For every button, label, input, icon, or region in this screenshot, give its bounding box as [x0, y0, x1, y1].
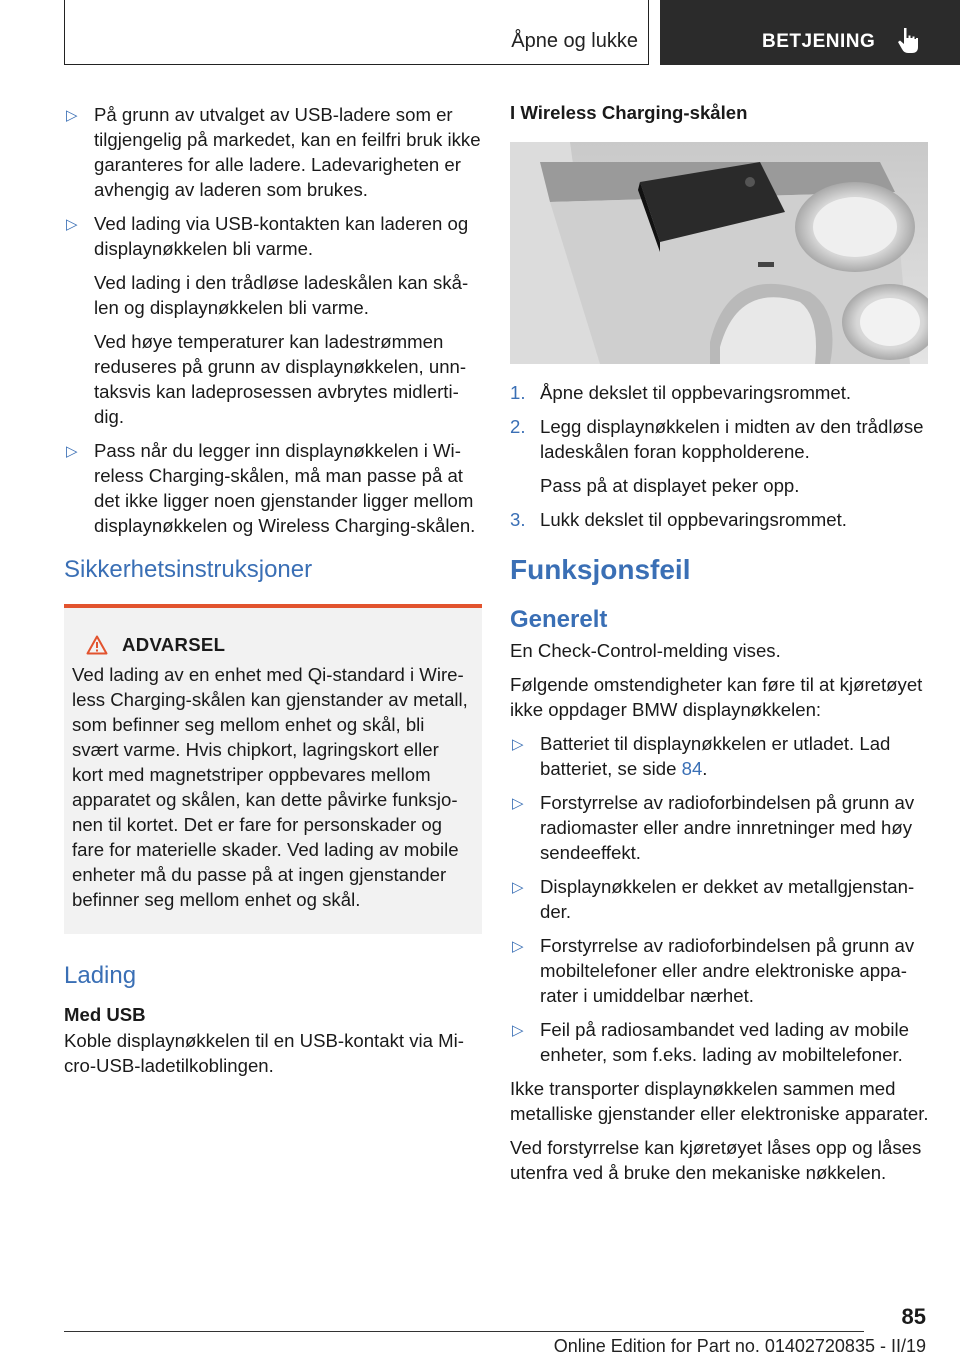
triangle-bullet-icon: ▷	[512, 879, 524, 896]
header-rule-left	[64, 0, 65, 65]
warning-triangle-icon	[86, 635, 108, 655]
list-item: ▷ Forstyrrelse av radioforbindelsen på grunn av mobiltelefoner eller andre elektroniske apparater i umiddelbar nærhet.	[512, 935, 915, 1006]
malfunction-heading: Funksjonsfeil	[510, 554, 691, 585]
usb-text: Koble displaynøkkelen til en USB-kontakt via Micro-USB-ladetilkoblingen.	[64, 1030, 464, 1076]
list-item: ▷ Forstyrrelse av radioforbindelsen på grunn av radiomaster eller andre innretninger med høy sendeeffekt.	[512, 792, 915, 863]
list-item: ▷ Displaynøkkelen er dekket av metallgjenstander.	[512, 876, 915, 922]
wireless-steps	[510, 380, 930, 532]
step-number: 1.	[510, 382, 526, 403]
triangle-bullet-icon: ▷	[66, 443, 78, 460]
header-rule-bottom	[64, 64, 649, 65]
left-column	[64, 102, 482, 1078]
transport-note: Ikke transporter displaynøkkelen sammen med metalliske gjenstander eller elektroniske apparater.	[510, 1078, 929, 1124]
safety-heading: Sikkerhetsinstruksjoner	[64, 556, 313, 583]
footer-rule	[64, 1331, 864, 1332]
list-item: 3. Lukk dekslet til oppbevaringsrommet.	[510, 509, 847, 530]
list-item: 1. Åpne dekslet til oppbevaringsrommet.	[510, 382, 852, 403]
usb-heading: Med USB	[64, 1004, 146, 1025]
triangle-bullet-icon: ▷	[512, 795, 524, 812]
list-item: ▷ Feil på radiosambandet ved lading av mobile enheter, som f.eks. lading av mobiltelefoner.	[512, 1019, 909, 1065]
check-control-text: En Check-Control-melding vises.	[510, 640, 781, 661]
usb-charging-notes	[64, 102, 482, 538]
triangle-bullet-icon: ▷	[512, 1022, 524, 1039]
chapter-tab-label: BETJENING	[762, 31, 876, 52]
general-heading: Generelt	[510, 606, 608, 633]
header-section-title: Åpne og lukke	[511, 30, 638, 52]
lading-heading: Lading	[64, 962, 137, 989]
warning-label: ADVARSEL	[122, 634, 226, 655]
wireless-heading: I Wireless Charging-skålen	[510, 102, 748, 123]
header-rule-right	[648, 0, 649, 65]
triangle-bullet-icon: ▷	[512, 736, 524, 753]
malfunction-causes	[510, 731, 930, 1067]
footer-edition: Online Edition for Part no. 01402720835 - II/19	[553, 1336, 926, 1356]
circumstances-intro: Følgende omstendigheter kan føre til at kjøretøyet ikke oppdager BMW displaynøkkelen:	[510, 674, 923, 720]
list-item: ▷ Ved lading via USB-kontakten kan laderen og displaynøkkelen bli varme. Ved lading i den trådløse ladeskålen kan skålen og displaynøkkelen bli varme. Ved høye temperaturer kan ladestrømmen reduseres på grunn av displaynøkkelen, unntaksvis kan ladeprosessen avbrytes midlertidig.	[66, 213, 469, 427]
list-item: ▷ På grunn av utvalget av USB-ladere som er tilgjengelig på markedet, kan en feilfri bruk ikke garanteres for alle ladere. Ladevarigheten er avhengig av laderen som brukes.	[66, 104, 481, 200]
warning-box	[64, 604, 482, 934]
warning-title	[86, 634, 474, 656]
step-number: 3.	[510, 509, 526, 530]
charging-tray-photo	[510, 142, 928, 364]
triangle-bullet-icon: ▷	[66, 216, 78, 233]
header-chapter-tab[interactable]	[660, 0, 960, 65]
page-link[interactable]: 84	[681, 758, 703, 779]
triangle-bullet-icon: ▷	[66, 107, 78, 124]
hand-pointer-icon	[896, 26, 920, 54]
list-item: ▷ Batteriet til displaynøkkelen er utladet. Lad batteriet, se side 84.	[512, 733, 891, 779]
page-number: 85	[901, 1304, 926, 1329]
triangle-bullet-icon: ▷	[512, 938, 524, 955]
warning-text: Ved lading av en enhet med Qi-standard i Wireless Charging-skålen kan gjenstander av metall, som befinner seg mellom enhet og skål, bli svært varme. Hvis chipkort, lagringskort eller kort med magnetstriper oppbevares mellom apparatet og skålen, kan dette påvirke funksjonen til kortet. Det er fare for personskader og fare for materielle skader. Ved lading av mobile enheter må du passe på at ingen gjenstander befinner seg mellom enhet og skål.	[72, 664, 468, 910]
list-item: ▷ Pass når du legger inn displaynøkkelen i Wireless Charging-skålen, må man passe på at det ikke ligger noen gjenstander ligger mellom displaynøkkelen og Wireless Charging-skålen.	[66, 440, 476, 536]
mechanical-key-note: Ved forstyrrelse kan kjøretøyet låses opp og låses utenfra ved å bruke den mekaniske nøkkelen.	[510, 1137, 922, 1183]
list-item: 2. Legg displaynøkkelen i midten av den trådløse ladeskålen foran koppholderene. Pass på at displayet peker opp.	[510, 416, 924, 496]
right-column	[510, 102, 930, 1185]
step-number: 2.	[510, 416, 526, 437]
